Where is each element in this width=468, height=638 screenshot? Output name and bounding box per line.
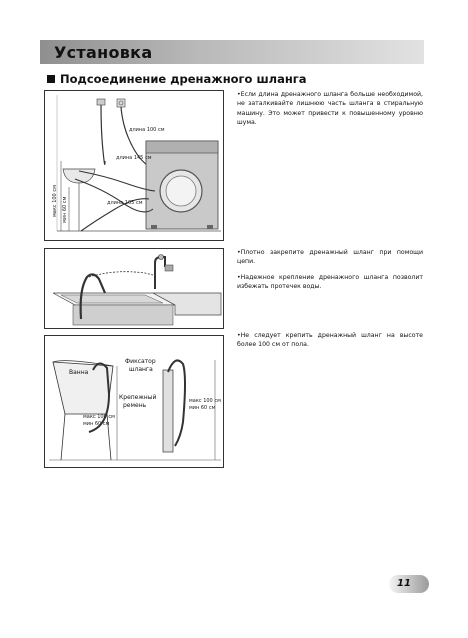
figure-hose-bathtub	[44, 335, 224, 468]
section-title	[47, 72, 307, 86]
label-right-min: мин 60 см	[189, 405, 216, 411]
note-2: • Плотно закрепите дренажный шланг при помощи цепи.	[237, 248, 423, 267]
label-left-max: макс 100 см	[83, 414, 115, 420]
page-title: Установка	[54, 43, 153, 62]
note-hose-chain	[237, 248, 423, 297]
label-length-105: длина 105 см	[107, 200, 143, 206]
label-hose-fixer-2: шланга	[129, 366, 153, 373]
figure-hose-sink-drawing	[45, 249, 223, 328]
figure-hose-sink	[44, 248, 224, 329]
label-left-min: мин 60 см	[83, 421, 110, 427]
square-bullet-icon	[47, 75, 55, 83]
label-length-100: длина 100 см	[129, 127, 165, 133]
label-max-100: макс 100 см	[52, 185, 58, 217]
label-min-60: мин 60 см	[62, 196, 68, 223]
note-4: • Не следует крепить дренажный шланг на высоте более 100 см от пола.	[237, 331, 423, 350]
label-strap-2: ремень	[123, 402, 147, 409]
page-number: 11	[397, 578, 411, 589]
figure-hose-length	[44, 90, 224, 241]
note-1: • Если длина дренажного шланга больше необходимой, не заталкивайте лишнюю часть шланга в стиральную машину. Это может привести к повышенному уровню шума.	[237, 90, 423, 127]
figure-hose-bathtub-drawing	[45, 336, 223, 467]
note-3: • Надежное крепление дренажного шланга позволит избежать протечек воды.	[237, 273, 423, 292]
label-right-max: макс 100 см	[189, 398, 221, 404]
figure-hose-length-drawing	[45, 91, 223, 240]
label-length-145: длина 145 см	[116, 155, 152, 161]
label-strap-1: Крепежный	[119, 394, 157, 401]
note-hose-height	[237, 331, 423, 356]
section-title-text: Подсоединение дренажного шланга	[60, 72, 307, 86]
note-hose-length	[237, 90, 423, 133]
label-hose-fixer-1: Фиксатор	[125, 358, 156, 365]
label-bath: Ванна	[69, 369, 89, 376]
